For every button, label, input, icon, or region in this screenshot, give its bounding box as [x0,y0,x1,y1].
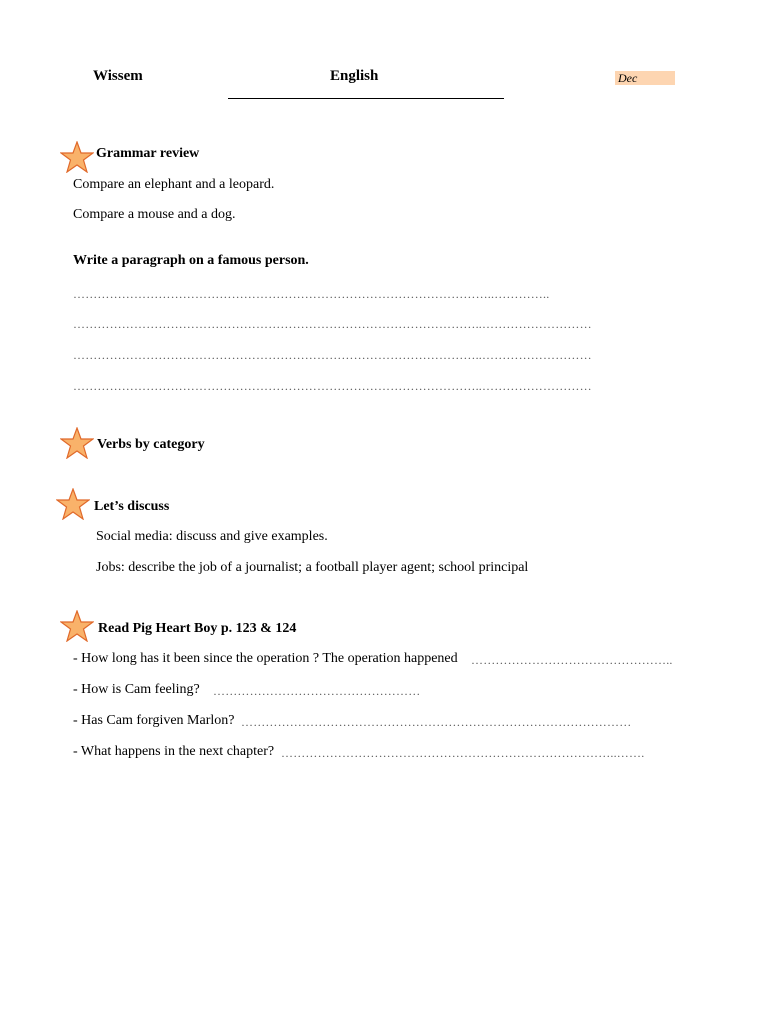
section-title-reading: Read Pig Heart Boy p. 123 & 124 [98,621,297,636]
student-name: Wissem [93,68,143,84]
date-field: Dec [615,71,675,85]
discuss-item: Social media: discuss and give examples. [96,529,328,544]
writing-line[interactable]: ………………………………………………………………………………………..……………………… [73,317,592,331]
discuss-item: Jobs: describe the job of a journalist; a football player agent; school principal [96,560,529,575]
star-icon [56,488,90,520]
grammar-item: Compare an elephant and a leopard. [73,177,275,192]
section-title-grammar: Grammar review [96,146,200,161]
reading-question: - How long has it been since the operation ? The operation happened [73,651,458,666]
answer-line[interactable]: …………………………………………………………………………………… [241,715,632,729]
writing-line[interactable]: …………………………………………………………………………………………..………….. [73,287,550,301]
answer-line[interactable]: …………………………………………… [213,684,421,698]
writing-task: Write a paragraph on a famous person. [73,253,309,268]
answer-line[interactable]: ………………………………………………………………………..……. [281,746,645,760]
star-icon [60,610,94,642]
grammar-item: Compare a mouse and a dog. [73,207,236,222]
reading-question: - What happens in the next chapter? [73,744,275,759]
subject-title: English [330,68,379,84]
star-icon [60,141,94,173]
header-underline [228,98,504,99]
writing-line[interactable]: ………………………………………………………………………………………..……………………… [73,379,592,393]
answer-line[interactable]: ………………………………………….. [471,653,673,667]
reading-question: - Has Cam forgiven Marlon? [73,713,235,728]
reading-question: - How is Cam feeling? [73,682,200,697]
section-title-discuss: Let’s discuss [94,499,170,514]
writing-line[interactable]: ………………………………………………………………………………………..……………………… [73,348,592,362]
star-icon [60,427,94,459]
section-title-verbs: Verbs by category [97,437,205,452]
